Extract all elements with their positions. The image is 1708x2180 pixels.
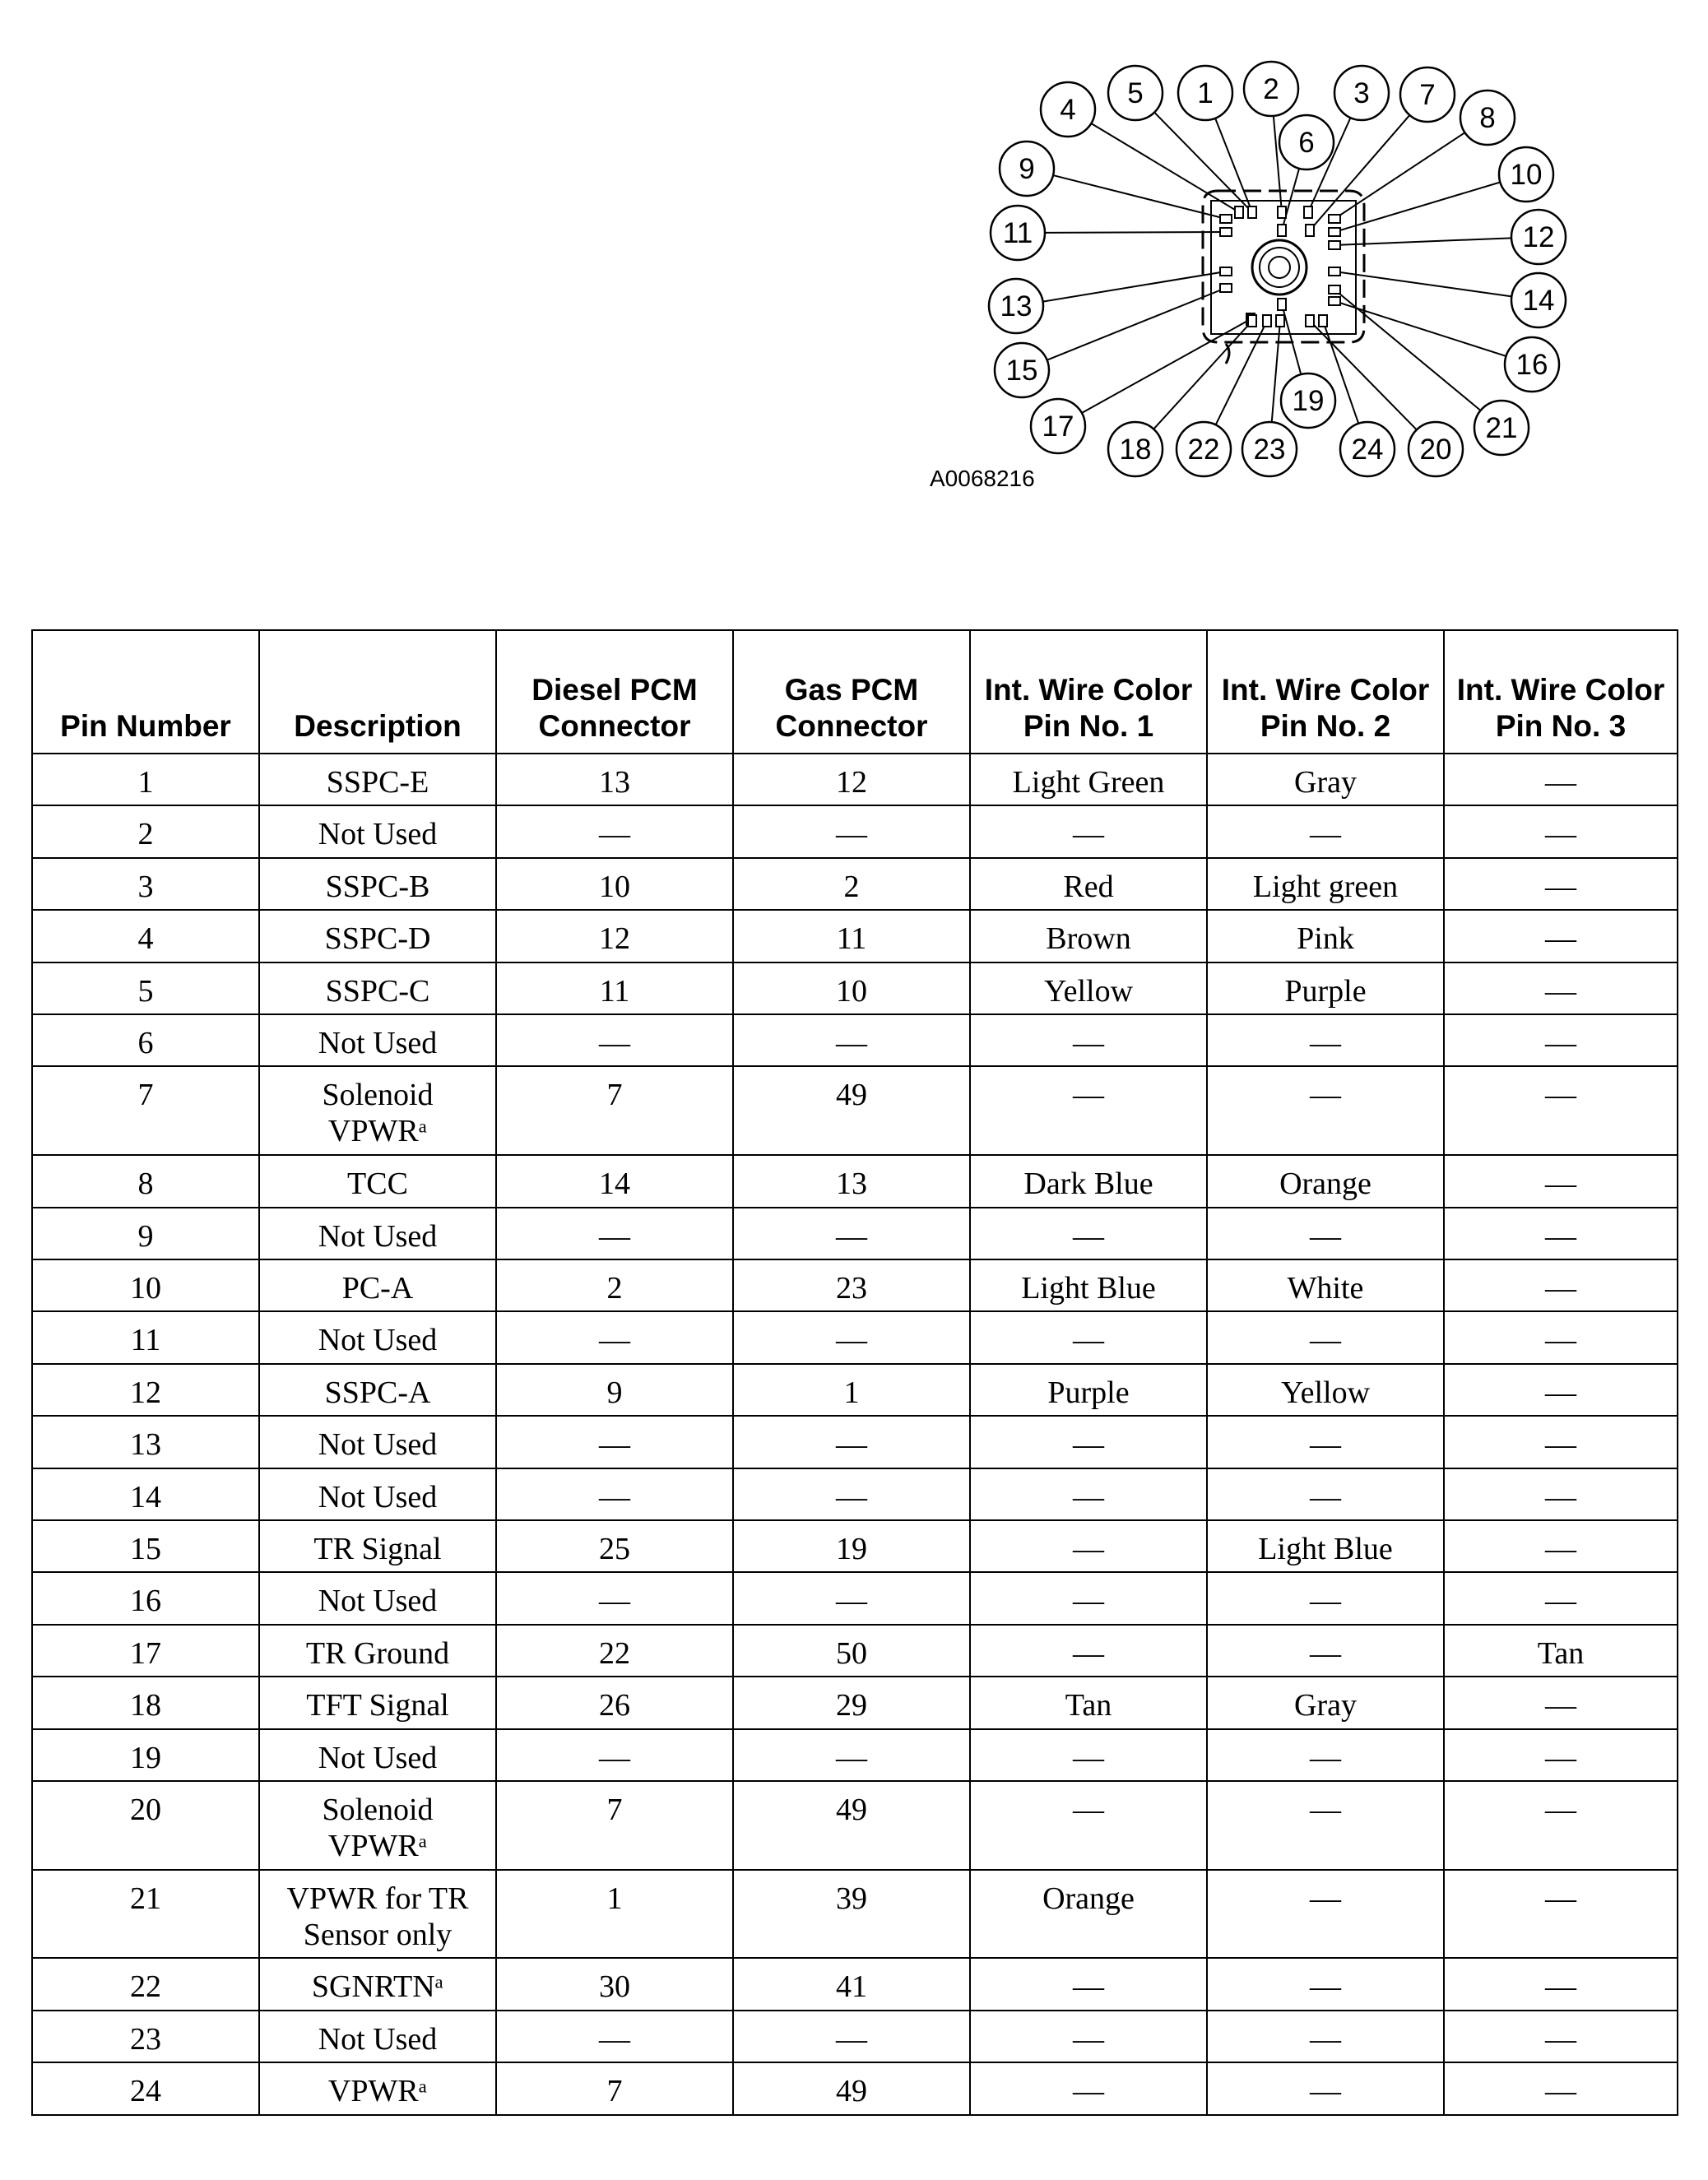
table-row xyxy=(32,754,1678,805)
cell-gas-pcm: 49 xyxy=(733,2062,970,2115)
cell-pin-number: 23 xyxy=(32,2011,259,2062)
cell-wire-color-2: Yellow xyxy=(1207,1364,1444,1416)
cell-wire-color-2: — xyxy=(1207,805,1444,857)
cell-wire-color-2: White xyxy=(1207,1259,1444,1311)
cell-gas-pcm: 29 xyxy=(733,1677,970,1728)
cell-description: TR Ground xyxy=(259,1625,496,1677)
header-wire-color-pin-3: Int. Wire Color Pin No. 3 xyxy=(1444,630,1678,754)
table-row xyxy=(32,1416,1678,1468)
table-header-row xyxy=(32,630,1678,754)
figure-id: A0068216 xyxy=(930,466,1035,491)
cell-wire-color-1: — xyxy=(970,1958,1207,2010)
cell-diesel-pcm: — xyxy=(496,1729,733,1781)
pin-leader-line xyxy=(1045,232,1226,233)
pin-leader-line xyxy=(1334,271,1511,296)
cell-pin-number: 11 xyxy=(32,1311,259,1363)
cell-wire-color-3: — xyxy=(1444,1958,1678,2010)
cell-description: Not Used xyxy=(259,805,496,857)
cell-diesel-pcm: 1 xyxy=(496,1870,733,1959)
pin-callout-label: 15 xyxy=(1005,355,1038,387)
pin-slot xyxy=(1278,225,1286,236)
pin-callout xyxy=(995,343,1049,397)
cell-diesel-pcm: 2 xyxy=(496,1259,733,1311)
cell-wire-color-1: Tan xyxy=(970,1677,1207,1728)
table-row xyxy=(32,1364,1678,1416)
header-description: Description xyxy=(259,630,496,754)
pin-callout-label: 14 xyxy=(1522,285,1555,317)
pin-callout xyxy=(1511,210,1566,264)
header-wire-color-pin-1: Int. Wire Color Pin No. 1 xyxy=(970,630,1207,754)
pin-table xyxy=(31,629,1678,2116)
cell-gas-pcm: 49 xyxy=(733,1066,970,1155)
cell-diesel-pcm: 22 xyxy=(496,1625,733,1677)
cell-wire-color-1: — xyxy=(970,1625,1207,1677)
table-row xyxy=(32,1014,1678,1066)
pin-callout xyxy=(1400,67,1455,122)
cell-wire-color-3: — xyxy=(1444,1014,1678,1066)
cell-wire-color-2: — xyxy=(1207,1958,1444,2010)
cell-diesel-pcm: 11 xyxy=(496,962,733,1014)
pin-leader-line xyxy=(1272,321,1280,422)
pin-slot xyxy=(1306,225,1314,236)
cell-pin-number: 8 xyxy=(32,1155,259,1207)
pin-callout xyxy=(1409,422,1463,476)
pin-callout-label: 20 xyxy=(1419,434,1452,466)
cell-diesel-pcm: — xyxy=(496,1311,733,1363)
cell-wire-color-2: Light green xyxy=(1207,858,1444,910)
pin-callout xyxy=(1334,66,1389,120)
table-row xyxy=(32,910,1678,962)
pin-leader-line xyxy=(1274,116,1282,212)
cell-description: TCC xyxy=(259,1155,496,1207)
pin-slot xyxy=(1220,228,1232,236)
pin-leader-line xyxy=(1282,169,1299,230)
cell-wire-color-3: — xyxy=(1444,910,1678,962)
pin-callout xyxy=(1511,273,1566,327)
cell-pin-number: 19 xyxy=(32,1729,259,1781)
cell-wire-color-3: — xyxy=(1444,858,1678,910)
cell-gas-pcm: — xyxy=(733,1729,970,1781)
pin-slot xyxy=(1248,315,1256,327)
pin-callout xyxy=(1499,147,1553,202)
table-row xyxy=(32,2062,1678,2115)
header-gas-pcm-connector: Gas PCM Connector xyxy=(733,630,970,754)
cell-wire-color-3: — xyxy=(1444,1870,1678,1959)
cell-description: SGNRTNᵃ xyxy=(259,1958,496,2010)
pin-callout-label: 22 xyxy=(1187,434,1220,466)
cell-wire-color-3: — xyxy=(1444,1468,1678,1520)
cell-wire-color-3: — xyxy=(1444,754,1678,805)
pin-callout xyxy=(1108,66,1163,120)
pin-callout xyxy=(991,206,1045,260)
cell-pin-number: 17 xyxy=(32,1625,259,1677)
cell-wire-color-1: — xyxy=(970,1781,1207,1870)
cell-wire-color-1: — xyxy=(970,1066,1207,1155)
cell-gas-pcm: 50 xyxy=(733,1625,970,1677)
pin-callout-label: 5 xyxy=(1127,77,1144,109)
pin-leader-line xyxy=(1215,118,1252,212)
pin-leader-line xyxy=(1334,132,1464,219)
table-row xyxy=(32,1520,1678,1572)
cell-wire-color-2: — xyxy=(1207,2062,1444,2115)
pin-callout-label: 10 xyxy=(1510,159,1543,191)
cell-pin-number: 1 xyxy=(32,754,259,805)
cell-diesel-pcm: 25 xyxy=(496,1520,733,1572)
cell-gas-pcm: — xyxy=(733,1416,970,1468)
pin-callout-label: 9 xyxy=(1019,153,1035,185)
cell-wire-color-2: Purple xyxy=(1207,962,1444,1014)
pin-callout-label: 16 xyxy=(1515,349,1548,381)
cell-wire-color-3: — xyxy=(1444,2062,1678,2115)
cell-wire-color-2: — xyxy=(1207,1781,1444,1870)
cell-wire-color-3: — xyxy=(1444,1208,1678,1259)
pin-slot xyxy=(1306,315,1314,327)
pin-callout-label: 1 xyxy=(1197,77,1214,109)
cell-gas-pcm: 1 xyxy=(733,1364,970,1416)
cell-pin-number: 20 xyxy=(32,1781,259,1870)
pin-callout xyxy=(989,279,1043,333)
cell-wire-color-2: — xyxy=(1207,1014,1444,1066)
pin-callout-label: 11 xyxy=(1002,217,1033,249)
pin-callout xyxy=(1177,422,1231,476)
pin-callout-label: 7 xyxy=(1419,79,1436,111)
pin-callout-label: 8 xyxy=(1479,102,1496,134)
table-row xyxy=(32,1625,1678,1677)
cell-pin-number: 21 xyxy=(32,1870,259,1959)
pin-leader-line xyxy=(1334,301,1506,356)
cell-wire-color-2: Orange xyxy=(1207,1155,1444,1207)
cell-gas-pcm: — xyxy=(733,1311,970,1363)
table-row xyxy=(32,1572,1678,1624)
cell-wire-color-3: — xyxy=(1444,1259,1678,1311)
table-row xyxy=(32,1677,1678,1728)
pin-callout-label: 24 xyxy=(1351,434,1384,466)
pin-callout-label: 3 xyxy=(1353,77,1370,109)
pin-callout xyxy=(1178,66,1232,120)
pin-leader-line xyxy=(1047,288,1226,360)
cell-pin-number: 15 xyxy=(32,1520,259,1572)
cell-gas-pcm: 49 xyxy=(733,1781,970,1870)
cell-diesel-pcm: — xyxy=(496,1014,733,1066)
cell-wire-color-2: — xyxy=(1207,1416,1444,1468)
cell-pin-number: 2 xyxy=(32,805,259,857)
table-row xyxy=(32,1066,1678,1155)
cell-description: VPWRᵃ xyxy=(259,2062,496,2115)
cell-wire-color-3: — xyxy=(1444,1677,1678,1728)
cell-description: SSPC-B xyxy=(259,858,496,910)
cell-gas-pcm: 41 xyxy=(733,1958,970,2010)
pin-callout-label: 4 xyxy=(1060,94,1076,126)
cell-description: Not Used xyxy=(259,1416,496,1468)
cell-diesel-pcm: 7 xyxy=(496,1066,733,1155)
cell-wire-color-1: Light Green xyxy=(970,754,1207,805)
cell-gas-pcm: — xyxy=(733,1208,970,1259)
cell-pin-number: 18 xyxy=(32,1677,259,1728)
cell-wire-color-1: — xyxy=(970,1729,1207,1781)
cell-gas-pcm: 12 xyxy=(733,754,970,805)
cell-wire-color-3: — xyxy=(1444,1066,1678,1155)
pin-slot xyxy=(1329,285,1340,294)
cell-description: VPWR for TR Sensor only xyxy=(259,1870,496,1959)
cell-wire-color-1: — xyxy=(970,1520,1207,1572)
table-row xyxy=(32,1958,1678,2010)
table-row xyxy=(32,858,1678,910)
table-row xyxy=(32,1870,1678,1959)
cell-wire-color-1: Purple xyxy=(970,1364,1207,1416)
pin-callout xyxy=(1460,90,1515,145)
pin-slot xyxy=(1220,215,1232,223)
pin-callout xyxy=(1505,337,1559,392)
pin-callout xyxy=(1474,401,1529,455)
cell-wire-color-1: Yellow xyxy=(970,962,1207,1014)
cell-pin-number: 12 xyxy=(32,1364,259,1416)
cell-description: Not Used xyxy=(259,1014,496,1066)
pin-slot xyxy=(1319,315,1327,327)
pin-slot xyxy=(1329,241,1340,249)
table-row xyxy=(32,1729,1678,1781)
pin-slot xyxy=(1235,206,1243,218)
cell-wire-color-1: Light Blue xyxy=(970,1259,1207,1311)
pin-slot xyxy=(1263,315,1271,327)
pin-callout xyxy=(1340,422,1395,476)
cell-gas-pcm: — xyxy=(733,1014,970,1066)
pin-callout xyxy=(1108,422,1163,476)
pin-leader-line xyxy=(1216,321,1267,424)
cell-diesel-pcm: — xyxy=(496,1208,733,1259)
cell-description: Not Used xyxy=(259,2011,496,2062)
pin-leader-line xyxy=(1043,271,1226,302)
cell-wire-color-2: Gray xyxy=(1207,1677,1444,1728)
table-row xyxy=(32,1311,1678,1363)
pin-slot xyxy=(1276,315,1284,327)
cell-diesel-pcm: — xyxy=(496,805,733,857)
cell-wire-color-3: — xyxy=(1444,1364,1678,1416)
cell-wire-color-3: — xyxy=(1444,1572,1678,1624)
cell-diesel-pcm: — xyxy=(496,1416,733,1468)
cell-pin-number: 5 xyxy=(32,962,259,1014)
cell-wire-color-1: — xyxy=(970,1014,1207,1066)
cell-wire-color-1: — xyxy=(970,1572,1207,1624)
cell-wire-color-1: — xyxy=(970,2011,1207,2062)
pin-slot xyxy=(1278,299,1286,310)
table-row xyxy=(32,1781,1678,1870)
pin-slot xyxy=(1220,267,1232,276)
cell-wire-color-2: — xyxy=(1207,1311,1444,1363)
cell-wire-color-2: — xyxy=(1207,1625,1444,1677)
cell-wire-color-1: Orange xyxy=(970,1870,1207,1959)
pin-leader-line xyxy=(1334,182,1500,232)
cell-pin-number: 10 xyxy=(32,1259,259,1311)
cell-wire-color-1: Dark Blue xyxy=(970,1155,1207,1207)
cell-description: TFT Signal xyxy=(259,1677,496,1728)
pin-callout-label: 19 xyxy=(1292,385,1325,417)
pin-slot xyxy=(1329,228,1340,236)
cell-wire-color-3: — xyxy=(1444,1781,1678,1870)
cell-wire-color-1: — xyxy=(970,805,1207,857)
cell-diesel-pcm: 26 xyxy=(496,1677,733,1728)
cell-description: Not Used xyxy=(259,1311,496,1363)
cell-wire-color-1: Brown xyxy=(970,910,1207,962)
cell-gas-pcm: 39 xyxy=(733,1870,970,1959)
cell-diesel-pcm: 7 xyxy=(496,2062,733,2115)
cell-wire-color-1: — xyxy=(970,1416,1207,1468)
pin-slot xyxy=(1329,297,1340,305)
table-row xyxy=(32,2011,1678,2062)
table-row xyxy=(32,1208,1678,1259)
cell-gas-pcm: — xyxy=(733,1468,970,1520)
cell-gas-pcm: 13 xyxy=(733,1155,970,1207)
cell-wire-color-1: Red xyxy=(970,858,1207,910)
cell-gas-pcm: — xyxy=(733,805,970,857)
pin-slot xyxy=(1220,284,1232,292)
cell-diesel-pcm: — xyxy=(496,1572,733,1624)
cell-wire-color-3: — xyxy=(1444,1520,1678,1572)
pin-slot xyxy=(1248,206,1256,218)
cell-diesel-pcm: 14 xyxy=(496,1155,733,1207)
cell-pin-number: 16 xyxy=(32,1572,259,1624)
pin-leader-line xyxy=(1053,175,1226,219)
cell-wire-color-1: — xyxy=(970,1468,1207,1520)
cell-wire-color-3: — xyxy=(1444,962,1678,1014)
cell-wire-color-3: — xyxy=(1444,805,1678,857)
pin-leader-line xyxy=(1334,238,1511,245)
cell-gas-pcm: 10 xyxy=(733,962,970,1014)
cell-wire-color-2: Pink xyxy=(1207,910,1444,962)
cell-pin-number: 4 xyxy=(32,910,259,962)
cell-diesel-pcm: 10 xyxy=(496,858,733,910)
pin-callout-label: 17 xyxy=(1042,410,1074,443)
cell-diesel-pcm: — xyxy=(496,2011,733,2062)
table-row xyxy=(32,1155,1678,1207)
cell-gas-pcm: 2 xyxy=(733,858,970,910)
cell-gas-pcm: 23 xyxy=(733,1259,970,1311)
header-pin-number: Pin Number xyxy=(32,630,259,754)
cell-wire-color-2: Gray xyxy=(1207,754,1444,805)
cell-wire-color-1: — xyxy=(970,1208,1207,1259)
cell-wire-color-2: — xyxy=(1207,1572,1444,1624)
cell-description: SSPC-A xyxy=(259,1364,496,1416)
pin-slot xyxy=(1329,267,1340,276)
cell-wire-color-3: — xyxy=(1444,1155,1678,1207)
cell-wire-color-3: — xyxy=(1444,1311,1678,1363)
cell-diesel-pcm: 9 xyxy=(496,1364,733,1416)
cell-wire-color-3: — xyxy=(1444,2011,1678,2062)
cell-pin-number: 7 xyxy=(32,1066,259,1155)
cell-description: Not Used xyxy=(259,1208,496,1259)
cell-wire-color-1: — xyxy=(970,2062,1207,2115)
cell-gas-pcm: — xyxy=(733,2011,970,2062)
pin-leader-line xyxy=(1091,123,1239,212)
pin-callout-label: 18 xyxy=(1119,434,1152,466)
cell-diesel-pcm: 13 xyxy=(496,754,733,805)
cell-diesel-pcm: 30 xyxy=(496,1958,733,2010)
table-row xyxy=(32,805,1678,857)
cell-description: PC-A xyxy=(259,1259,496,1311)
cell-pin-number: 6 xyxy=(32,1014,259,1066)
table-row xyxy=(32,1468,1678,1520)
cell-pin-number: 9 xyxy=(32,1208,259,1259)
cell-gas-pcm: — xyxy=(733,1572,970,1624)
pin-callout-label: 21 xyxy=(1485,412,1518,444)
pin-callout xyxy=(1041,82,1095,137)
cell-description: Solenoid VPWRᵃ xyxy=(259,1066,496,1155)
cell-wire-color-2: — xyxy=(1207,1468,1444,1520)
cell-description: TR Signal xyxy=(259,1520,496,1572)
pin-callout xyxy=(1242,422,1297,476)
cell-wire-color-2: — xyxy=(1207,1729,1444,1781)
cell-pin-number: 3 xyxy=(32,858,259,910)
cell-wire-color-1: — xyxy=(970,1311,1207,1363)
header-wire-color-pin-2: Int. Wire Color Pin No. 2 xyxy=(1207,630,1444,754)
cell-description: Not Used xyxy=(259,1572,496,1624)
pin-callout-label: 6 xyxy=(1298,127,1315,159)
cell-description: Not Used xyxy=(259,1729,496,1781)
cell-diesel-pcm: — xyxy=(496,1468,733,1520)
pin-callout xyxy=(1281,373,1335,428)
cell-gas-pcm: 11 xyxy=(733,910,970,962)
pin-callout xyxy=(1000,141,1054,196)
pin-callout-label: 12 xyxy=(1522,221,1555,253)
pin-callout-label: 13 xyxy=(1000,290,1033,322)
cell-diesel-pcm: 7 xyxy=(496,1781,733,1870)
pin-slot xyxy=(1304,206,1312,218)
cell-pin-number: 13 xyxy=(32,1416,259,1468)
cell-description: SSPC-C xyxy=(259,962,496,1014)
pin-leader-line xyxy=(1154,113,1252,212)
cell-pin-number: 24 xyxy=(32,2062,259,2115)
pin-callout-label: 2 xyxy=(1263,73,1279,105)
pin-callout-label: 23 xyxy=(1253,434,1286,466)
cell-description: Not Used xyxy=(259,1468,496,1520)
cell-wire-color-2: — xyxy=(1207,1870,1444,1959)
cell-wire-color-2: Light Blue xyxy=(1207,1520,1444,1572)
cell-wire-color-3: Tan xyxy=(1444,1625,1678,1677)
cell-wire-color-2: — xyxy=(1207,1066,1444,1155)
cell-description: SSPC-D xyxy=(259,910,496,962)
cell-wire-color-2: — xyxy=(1207,1208,1444,1259)
cell-pin-number: 22 xyxy=(32,1958,259,2010)
connector-pinout-diagram xyxy=(0,0,1708,526)
cell-wire-color-3: — xyxy=(1444,1416,1678,1468)
cell-pin-number: 14 xyxy=(32,1468,259,1520)
cell-gas-pcm: 19 xyxy=(733,1520,970,1572)
header-diesel-pcm-connector: Diesel PCM Connector xyxy=(496,630,733,754)
table-row xyxy=(32,962,1678,1014)
pin-slot xyxy=(1278,206,1286,218)
pin-leader-line xyxy=(1153,321,1252,429)
pin-callout xyxy=(1279,115,1334,169)
cell-wire-color-2: — xyxy=(1207,2011,1444,2062)
pin-callout xyxy=(1031,399,1085,453)
cell-diesel-pcm: 12 xyxy=(496,910,733,962)
pin-slot xyxy=(1329,215,1340,223)
table-row xyxy=(32,1259,1678,1311)
pin-callout xyxy=(1244,62,1298,116)
cell-description: SSPC-E xyxy=(259,754,496,805)
cell-wire-color-3: — xyxy=(1444,1729,1678,1781)
cell-description: Solenoid VPWRᵃ xyxy=(259,1781,496,1870)
